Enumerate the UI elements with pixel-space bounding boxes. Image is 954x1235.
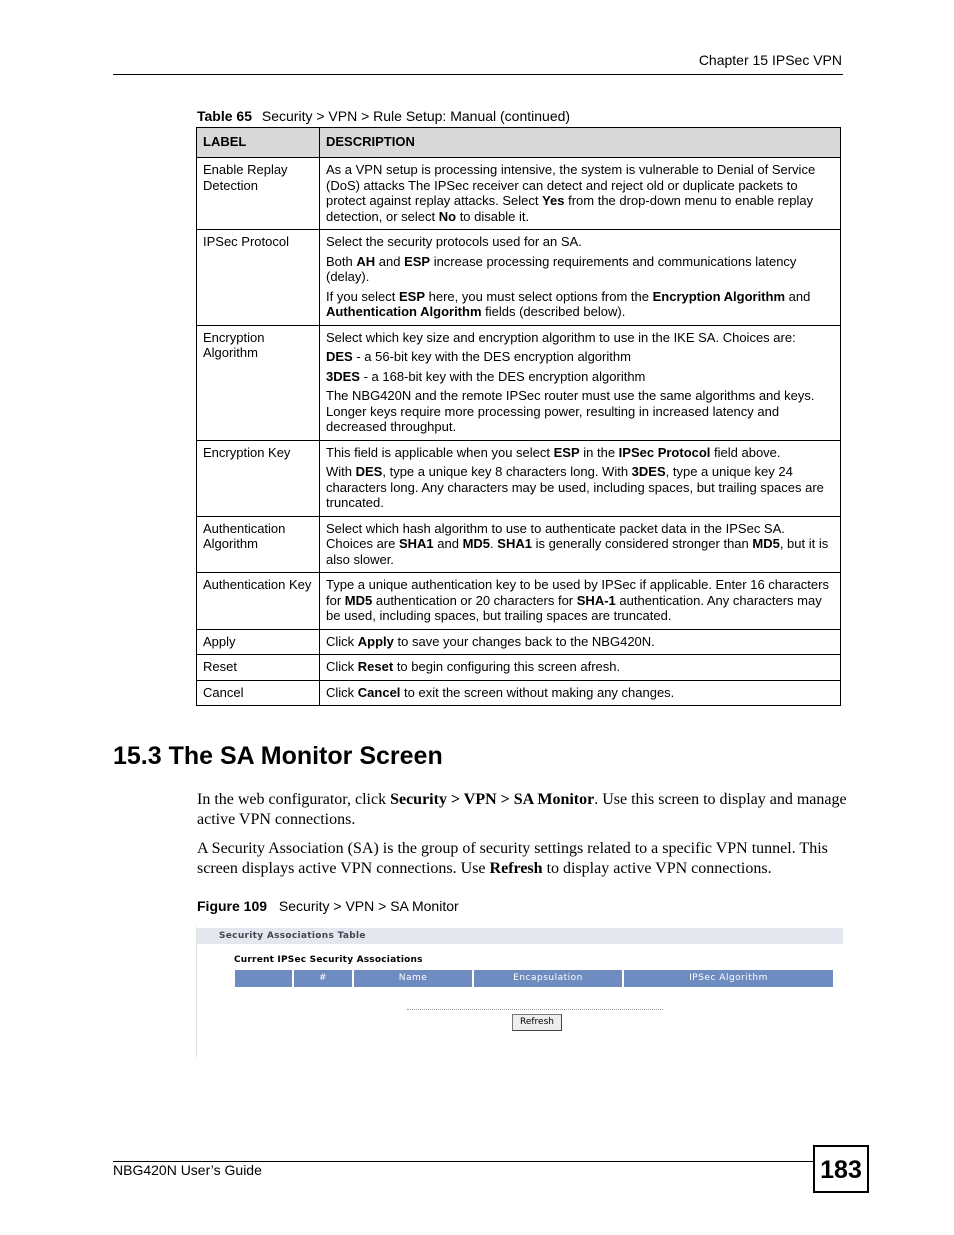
sa-column-headers — [235, 970, 833, 987]
spec-table — [196, 127, 841, 706]
row-description — [320, 516, 841, 573]
row-label: Apply — [197, 629, 320, 655]
refresh-button[interactable]: Refresh — [512, 1014, 562, 1031]
row-description — [320, 629, 841, 655]
sa-divider — [407, 1009, 663, 1010]
description-paragraph: Type a unique authentication key to be used by IPSec if applicable. Enter 16 characters for MD5 authentication or 20 characters for SHA-1 authentication. Any characters may be used, including spaces, but trailing spaces are truncated. — [326, 577, 829, 623]
row-description — [320, 573, 841, 630]
row-description — [320, 680, 841, 706]
description-paragraph: Click Reset to begin configuring this screen afresh. — [326, 659, 621, 674]
sa-table-bar: Security Associations Table — [197, 928, 843, 944]
sa-col-blank — [235, 970, 292, 987]
sa-monitor-screenshot — [196, 927, 843, 1057]
table-row — [197, 516, 841, 573]
row-label: Reset — [197, 655, 320, 681]
description-paragraph: Both AH and ESP increase processing requirements and communications latency (delay). — [326, 253, 797, 284]
table-row — [197, 440, 841, 516]
chapter-header: Chapter 15 IPSec VPN — [698, 52, 842, 68]
figure-number: Figure 109 — [197, 898, 268, 914]
table-row — [197, 629, 841, 655]
section-paragraph-1: In the web configurator, click Security > VPN > SA Monitor. Use this screen to display and manage active VPN connections. — [197, 791, 847, 828]
table-row — [197, 655, 841, 681]
row-label: Encryption Algorithm — [197, 325, 320, 440]
sa-subtitle: Current IPSec Security Associations — [234, 955, 423, 965]
table-row — [197, 158, 841, 230]
description-paragraph: If you select ESP here, you must select options from the Encryption Algorithm and Authentication Algorithm fields (described below). — [326, 288, 811, 319]
col-description-header: DESCRIPTION — [320, 128, 841, 158]
description-paragraph: 3DES - a 168-bit key with the DES encryption algorithm — [326, 368, 646, 384]
description-paragraph: As a VPN setup is processing intensive, the system is vulnerable to Denial of Service (DoS) attacks The IPSec receiver can detect and reject old or duplicate packets to protect against replay attacks. Select Yes from the drop-down menu to enable replay detection, or select No to disable it. — [326, 162, 816, 224]
description-paragraph: DES - a 56-bit key with the DES encryption algorithm — [326, 349, 631, 364]
sa-col-encapsulation: Encapsulation — [474, 970, 622, 987]
section-title: 15.3 The SA Monitor Screen — [113, 742, 443, 770]
sa-col-number: # — [294, 970, 352, 987]
table-row — [197, 573, 841, 630]
description-paragraph: Select which hash algorithm to use to authenticate packet data in the IPSec SA. Choices are SHA1 and MD5. SHA1 is generally considered stronger than MD5, but it is also slower. — [326, 520, 829, 567]
col-label-header: LABEL — [197, 128, 320, 158]
row-description — [320, 158, 841, 230]
row-description — [320, 325, 841, 440]
table-header-row — [197, 128, 841, 158]
sa-col-ipsec-algorithm: IPSec Algorithm — [624, 970, 833, 987]
row-description — [320, 230, 841, 326]
page-number: 183 — [813, 1145, 869, 1193]
row-description — [320, 440, 841, 516]
section-paragraph-2: A Security Association (SA) is the group of security settings related to a specific VPN tunnel. This screen displays active VPN connections. Use Refresh to display active VPN connections. — [197, 840, 828, 877]
row-label: Authentication Algorithm — [197, 516, 320, 573]
figure-title: Security > VPN > SA Monitor — [278, 898, 459, 914]
row-label: Encryption Key — [197, 440, 320, 516]
guide-title: NBG420N User’s Guide — [113, 1162, 262, 1178]
description-paragraph: Select the security protocols used for an SA. — [326, 234, 582, 249]
description-paragraph: With DES, type a unique key 8 characters long. With 3DES, type a unique key 24 characters long. Any characters may be used, including spaces, but trailing spaces are truncated. — [326, 464, 824, 510]
description-paragraph: Click Cancel to exit the screen without making any changes. — [326, 684, 675, 700]
table-title: Security > VPN > Rule Setup: Manual (continued) — [261, 108, 571, 124]
table-row — [197, 230, 841, 326]
row-description — [320, 655, 841, 681]
description-paragraph: Select which key size and encryption algorithm to use in the IKE SA. Choices are: — [326, 329, 796, 345]
table-number: Table 65 — [197, 108, 252, 124]
figure-caption — [197, 898, 459, 914]
description-paragraph: Click Apply to save your changes back to the NBG420N. — [326, 633, 655, 649]
row-label: Enable Replay Detection — [197, 158, 320, 230]
sa-col-name: Name — [354, 970, 472, 987]
table-caption — [197, 108, 570, 124]
table-row — [197, 325, 841, 440]
table-body — [197, 158, 841, 706]
row-label: Authentication Key — [197, 573, 320, 630]
description-paragraph: This field is applicable when you select ESP in the IPSec Protocol field above. — [326, 444, 781, 460]
table-row — [197, 680, 841, 706]
header-rule — [113, 74, 843, 75]
row-label: Cancel — [197, 680, 320, 706]
description-paragraph: The NBG420N and the remote IPSec router must use the same algorithms and keys. Longer keys require more processing power, resulting in increased latency and decreased throughput. — [326, 388, 815, 434]
row-label: IPSec Protocol — [197, 230, 320, 326]
